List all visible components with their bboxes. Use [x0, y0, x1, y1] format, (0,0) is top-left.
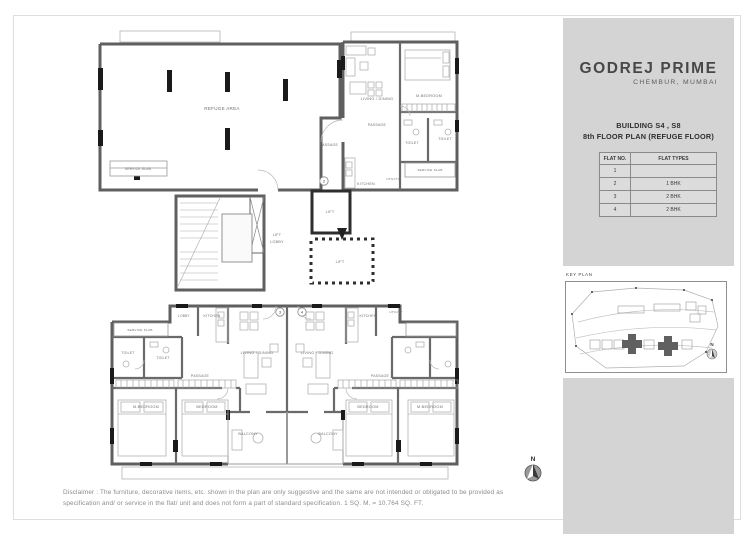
- key-plan-label: KEY PLAN: [566, 272, 593, 277]
- room-label: LIVING / DINING: [240, 351, 274, 355]
- room-label: LOBBY: [178, 314, 190, 318]
- flat-table-row: [600, 204, 717, 217]
- flat-markers: [276, 177, 328, 316]
- flat-table-cell: [631, 165, 717, 178]
- title-panel: [563, 18, 734, 534]
- room-label: SERVICE SLAB: [417, 168, 443, 172]
- room-label: SERVICE SLAB: [125, 167, 151, 171]
- room-label: TOILET: [405, 141, 419, 145]
- disclaimer-line2: specification and/ or service in the flat/ unit and does not form a part of standard specification. 1 SQ. M. = 10.764 SQ. FT.: [63, 499, 424, 507]
- flat-table-row: [600, 178, 717, 191]
- room-label: M.BEDROOM: [415, 94, 443, 98]
- brand-title: GODREJ PRIME: [579, 60, 718, 77]
- lift-shafts: [250, 191, 373, 283]
- disclaimer-text: [63, 488, 537, 509]
- flat-table-header: FLAT NO.: [600, 153, 631, 165]
- flat-table-cell: 1 BHK: [631, 178, 717, 191]
- flat-types-table: [599, 152, 717, 217]
- room-label: KITCHEN: [357, 182, 375, 186]
- balcony-walls: [228, 412, 343, 464]
- room-label: SERVICE SLAB: [127, 328, 153, 332]
- room-label: LIFT: [325, 210, 335, 214]
- flat-table-cell: 2 BHK: [631, 191, 717, 204]
- room-label: LIVING / DINING: [360, 97, 394, 101]
- north-label: N: [530, 456, 536, 463]
- flat-table-header: FLAT TYPES: [631, 153, 717, 165]
- flat-table-body: [600, 165, 717, 217]
- flat-table-cell: 4: [600, 204, 631, 217]
- room-label: REFUGE AREA: [204, 106, 240, 111]
- flat-marker-number: 3: [278, 309, 282, 315]
- north-compass-icon: [525, 456, 541, 481]
- room-label: TOILET: [121, 351, 135, 355]
- room-label: BALCONY: [318, 432, 338, 436]
- flat-table-cell: 2: [600, 178, 631, 191]
- walls-interior: [112, 42, 457, 464]
- room-label: BEDROOM: [196, 405, 218, 409]
- flat-marker-number: 2: [322, 178, 326, 184]
- room-label: PASSAGE: [367, 123, 387, 127]
- room-label: UTILITY: [389, 310, 403, 314]
- room-label: KITCHEN: [359, 314, 377, 318]
- disclaimer-line1: Disclaimer : The furniture, decorative items, etc. shown in the plan are only suggestive and the same are not intended or obligated to be provided as: [63, 489, 504, 496]
- building-line1: BUILDING S4 , S8: [616, 121, 681, 130]
- flat-table-row: [600, 191, 717, 204]
- flat-marker-number: 4: [300, 309, 304, 315]
- room-label: LIFT: [272, 233, 282, 237]
- room-label: LIVING / DINING: [300, 351, 334, 355]
- key-plan-drawing: [566, 282, 726, 372]
- room-label: BALCONY: [238, 432, 258, 436]
- key-plan-section: [563, 266, 734, 378]
- key-plan-buildings: [590, 302, 706, 349]
- room-label: LIFT: [335, 260, 345, 264]
- room-label: BEDROOM: [357, 405, 379, 409]
- room-label: M.BEDROOM: [132, 405, 160, 409]
- room-label: TOILET: [156, 356, 170, 360]
- room-label: TOILET: [438, 137, 452, 141]
- room-label: LOBBY: [270, 240, 284, 244]
- brand-location: CHEMBUR, MUMBAI: [633, 79, 718, 86]
- building-line2: 8th FLOOR PLAN (REFUGE FLOOR): [582, 132, 715, 141]
- room-label: PASSAGE: [370, 374, 390, 378]
- staircase-detail: [178, 198, 252, 286]
- flat-table-cell: 3: [600, 191, 631, 204]
- key-plan-north-label: N: [710, 342, 714, 347]
- flat-table-cell: 2 BHK: [631, 204, 717, 217]
- walls-main: [100, 42, 457, 464]
- room-label: PASSAGE: [190, 374, 210, 378]
- room-label: M.BEDROOM: [416, 405, 444, 409]
- flat-table-row: [600, 165, 717, 178]
- room-label: UTILITY: [386, 177, 400, 181]
- room-label: KITCHEN: [203, 314, 221, 318]
- flat-table-cell: 1: [600, 165, 631, 178]
- panel-top-section: [563, 18, 734, 266]
- key-plan-box: [565, 281, 727, 373]
- building-caption: [563, 120, 734, 142]
- room-label: PASSAGE: [319, 143, 339, 147]
- flat-table-head: [600, 153, 717, 165]
- panel-bottom-section: [563, 378, 734, 534]
- key-plan-compass-icon: [707, 342, 717, 359]
